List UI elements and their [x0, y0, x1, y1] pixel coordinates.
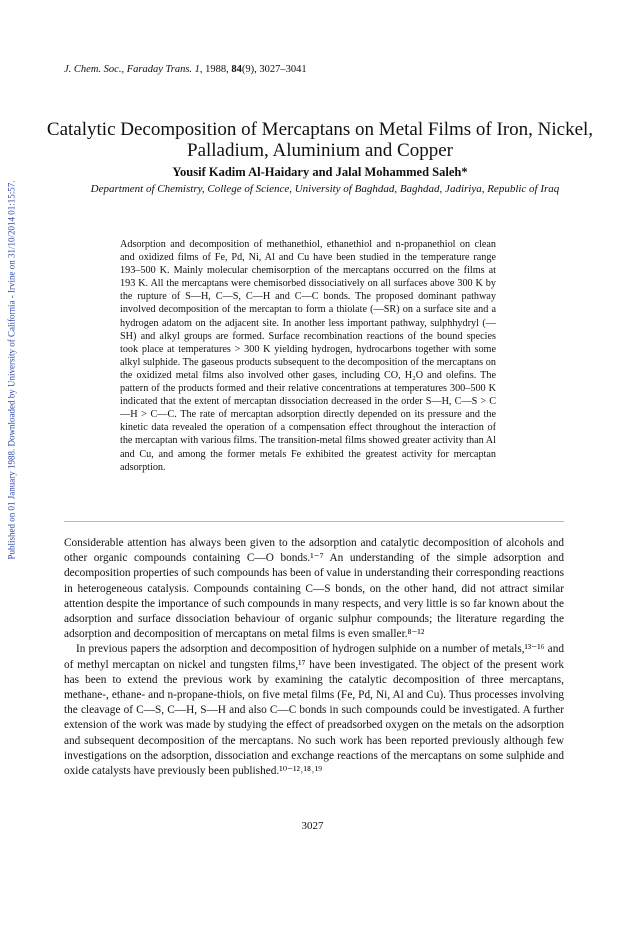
journal-year: , 1988, [199, 64, 232, 75]
download-watermark-text: Published on 01 January 1988. Downloaded by University of California - Irvine on 31/10/2014 01:15:57. [6, 180, 17, 560]
journal-reference [64, 64, 307, 75]
page-number: 3027 [301, 820, 324, 832]
body-paragraph: Considerable attention has always been given to the adsorption and catalytic decomposition of alcohols and other organic compounds containing C—O bonds.¹⁻⁷ An understanding of the simple adsorption and decomposition properties of such compounds has been of value in understanding their corresponding reactions in heterogeneous catalysis. Compounds containing C—S bonds, on the other hand, did not attract similar attention despite the importance of such compounds in many respects, and very little is so far known about the adsorption and surface dissociation behaviour of organic sulphur compounds; the literature regarding the adsorption and decomposition of mercaptans on metal films is even smaller.⁸⁻¹² [64, 537, 564, 641]
body-paragraph: In previous papers the adsorption and decomposition of hydrogen sulphide on a number of metals,¹³⁻¹⁶ and of methyl mercaptan on nickel and tungsten films,¹⁷ have been investigated. The object of the present work has been to extend the previous work by examining the catalytic decomposition of three mercaptans, methane-, ethane- and n-propane-thiols, on five metal films (Fe, Pd, Ni, Al and Cu). Thus processes involving the cleavage of C—S, C—H, S—H and also C—C bonds in such compounds could be investigated. A further extension of the work was made by studying the effect of preadsorbed oxygen on the metals on the adsorption and subsequent decomposition of the mercaptans. No such work has been reported previously although few investigations on the adsorption, dissociation and exchange reactions of the mercaptans on some sulphide and oxide catalysts have previously been published.¹⁰⁻¹²˒¹⁸˒¹⁹ [64, 643, 564, 778]
journal-volume: 84 [231, 64, 242, 75]
author-affiliation: Department of Chemistry, College of Science, University of Baghdad, Baghdad, Jadiriya, Republic of Iraq [90, 183, 560, 195]
section-divider [64, 521, 564, 522]
journal-issue-pages: (9), 3027–3041 [241, 64, 307, 75]
journal-name: J. Chem. Soc., Faraday Trans. 1 [64, 64, 200, 75]
paper-authors: Yousif Kadim Al-Haidary and Jalal Mohammed Saleh* [172, 165, 468, 179]
introduction-body [64, 536, 564, 779]
download-watermark [4, 100, 18, 640]
paper-title: Catalytic Decomposition of Mercaptans on Metal Films of Iron, Nickel, Palladium, Aluminium and Copper [46, 119, 594, 161]
abstract: Adsorption and decomposition of methanethiol, ethanethiol and n-propanethiol on clean and oxidized films of Fe, Pd, Ni, Al and Cu have been studied in the temperature range 193–500 K. Mainly molecular chemisorption of the mercaptans occurred on the films at 193 K. All the mercaptans were chemisorbed dissociatively on all surfaces above 300 K by the rupture of S—H, C—S, C—H and C—C bonds. The proposed dominant pathway involved decomposition of the mercaptan to form a thiolate (—SR) on a surface site and a hydrogen adatom on the adjacent site. In another less important pathway, sulphhydryl (—SH) and alkyl groups are formed. Surface recombination reactions of the bound species took place at temperatures > 300 K yielding hydrogen, hydrocarbons together with some alkyl sulphide. The gaseous products subsequent to the decomposition of the mercaptans on the oxidized metal films also involved other gases, including CO, H₂O and olefins. The pattern of the products formed and their relative concentrations at temperatures 300–500 K indicated that the extent of mercaptan dissociation decreased in the order S—H, C—S > C—H > C—C. The rate of mercaptan adsorption directly depended on its pressure and the kinetic data revealed the operation of a compensation effect throughout the interaction of the mercaptan with various films. The transition-metal films showed greater activity than Al and Cu, and among the former metals Fe exhibited the greatest activity for mercaptan adsorption. [120, 239, 496, 473]
